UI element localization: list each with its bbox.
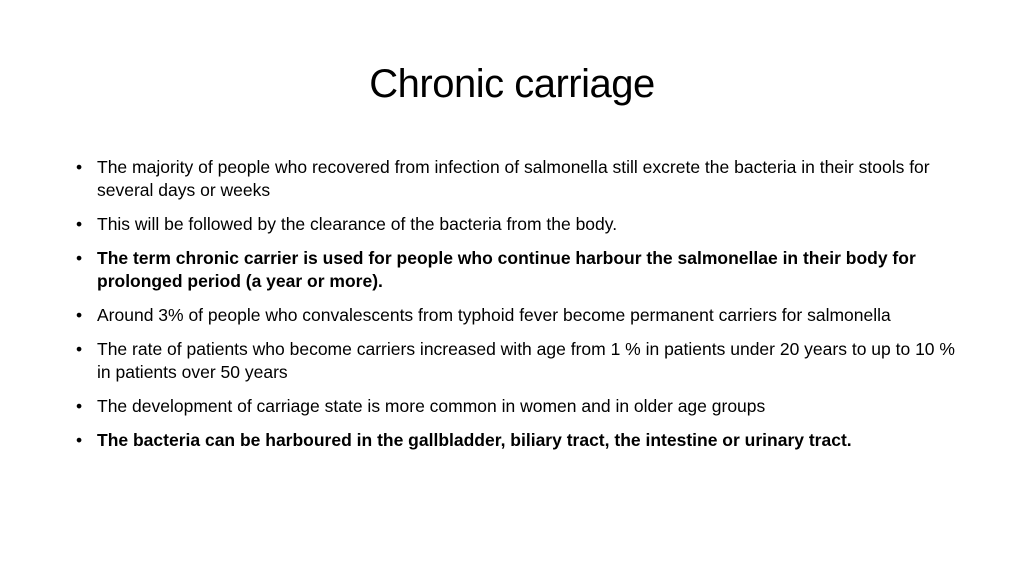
bullet-text: The term chronic carrier is used for people who continue harbour the salmonellae in their body for prolonged period (a year or more). (97, 248, 916, 291)
bullet-text: This will be followed by the clearance of the bacteria from the body. (97, 214, 618, 234)
bullet-item (76, 213, 956, 236)
bullet-text: The rate of patients who become carriers increased with age from 1 % in patients under 20 years to up to 10 % in patients over 50 years (97, 339, 955, 382)
bullet-list (76, 156, 956, 463)
bullet-dot-icon: • (76, 396, 83, 416)
bullet-item (76, 304, 956, 327)
bullet-item (76, 395, 956, 418)
bullet-item (76, 247, 956, 293)
bullet-dot-icon: • (76, 214, 83, 234)
bullet-text: The majority of people who recovered from infection of salmonella still excrete the bacteria in their stools for several days or weeks (97, 157, 930, 200)
bullet-dot-icon: • (76, 339, 83, 359)
bullet-item (76, 429, 956, 452)
bullet-dot-icon: • (76, 157, 83, 177)
slide-title: Chronic carriage (369, 62, 655, 106)
bullet-dot-icon: • (76, 248, 83, 268)
bullet-item (76, 156, 956, 202)
bullet-text: The bacteria can be harboured in the gallbladder, biliary tract, the intestine or urinary tract. (97, 430, 852, 450)
bullet-text: The development of carriage state is more common in women and in older age groups (97, 396, 766, 416)
bullet-dot-icon: • (76, 305, 83, 325)
bullet-text: Around 3% of people who convalescents from typhoid fever become permanent carriers for salmonella (97, 305, 891, 325)
bullet-item (76, 338, 956, 384)
bullet-dot-icon: • (76, 430, 83, 450)
